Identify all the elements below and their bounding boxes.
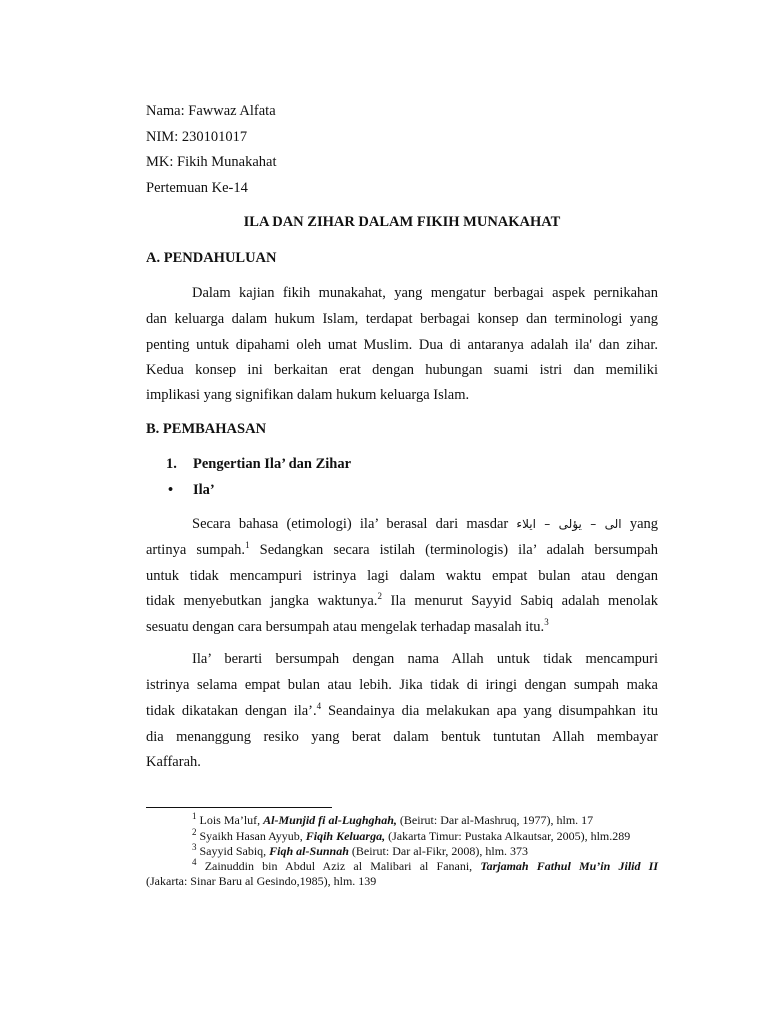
sabiq-text: Ila menurut Sayyid Sabiq adalah menolak (390, 593, 658, 609)
ila-para1-line-1 (192, 515, 658, 533)
footnote-4 (192, 859, 658, 873)
footnote-1-pub: (Beirut: Dar al-Mashruq, 1977), hlm. 17 (396, 813, 594, 827)
footnote-3-title: Fiqh al-Sunnah (269, 844, 349, 858)
seandainya-text: Seandainya dia melakukan apa yang disumpahkan itu (327, 703, 658, 719)
footnote-2-pub: (Jakarta Timur: Pustaka Alkautsar, 2005), hlm.289 (385, 829, 631, 843)
jangka-text: tidak menyebutkan jangka waktunya. (146, 593, 378, 609)
ila-para2-line-3 (146, 702, 658, 720)
subheading-number: 1. (166, 456, 177, 472)
intro-line-2: dan keluarga dalam hukum Islam, terdapat berbagai konsep dan terminologi yang (146, 311, 658, 327)
ila-para2-line-4: dia menanggung resiko yang berat dalam bentuk tuntutan Allah membayar (146, 729, 658, 745)
footnote-4-continuation: (Jakarta: Sinar Baru al Gesindo,1985), hlm. 139 (146, 874, 377, 888)
ila-para2-line-1: Ila’ berarti bersumpah dengan nama Allah untuk tidak mencampuri (192, 651, 658, 667)
student-name: Nama: Fawwaz Alfata (146, 103, 276, 119)
etymology-text: Secara bahasa (etimologi) ila’ berasal dari masdar (192, 516, 509, 532)
ila-para1-line-5 (146, 618, 549, 636)
ila-para2-line-5: Kaffarah. (146, 754, 201, 770)
ila-para2-line-2: istrinya selama empat bulan atau lebih. Jika tidak di iringi dengan sumpah maka (146, 677, 658, 693)
bullet-icon: • (168, 482, 174, 498)
footnote-ref-2[interactable]: 2 (377, 591, 382, 602)
footnote-ref-4[interactable]: 4 (316, 701, 322, 712)
footnote-ref-1[interactable]: 1 (245, 540, 250, 551)
footnote-3-number: 3 (192, 842, 197, 852)
footnote-3-author: Sayyid Sabiq, (199, 844, 270, 858)
intro-line-5: implikasi yang signifikan dalam hukum keluarga Islam. (146, 387, 470, 403)
footnote-1-title: Al-Munjid fi al-Lughghah, (263, 813, 397, 827)
document-title: ILA DAN ZIHAR DALAM FIKIH MUNAKAHAT (243, 214, 561, 230)
intro-line-3: penting untuk dipahami oleh umat Muslim. Dua di antaranya adalah ila' dan zihar. (146, 337, 658, 353)
footnote-4-title: Tarjamah Fathul Mu’in Jilid II (480, 859, 659, 873)
section-a-heading: A. PENDAHULUAN (146, 250, 277, 266)
footnote-3-pub: (Beirut: Dar al-Fikr, 2008), hlm. 373 (348, 844, 529, 858)
footnote-2-title: Fiqih Keluarga, (305, 829, 386, 843)
sumpah-text: artinya sumpah. (146, 542, 246, 558)
footnote-ref-3[interactable]: 3 (544, 617, 549, 628)
ila-para1-line-4 (146, 592, 658, 610)
subheading-pengertian: Pengertian Ila’ dan Zihar (193, 456, 352, 472)
footnote-1-number: 1 (192, 811, 197, 821)
footnote-1 (192, 813, 593, 827)
footnote-4-author: Zainuddin bin Abdul Aziz al Malibari al Fanani, (204, 859, 481, 873)
footnote-2-author: Syaikh Hasan Ayyub, (199, 829, 306, 843)
section-b-heading: B. PEMBAHASAN (146, 421, 267, 437)
footnote-2 (192, 829, 630, 843)
course-name: MK: Fikih Munakahat (146, 154, 277, 170)
footnote-separator (146, 807, 332, 808)
student-nim: NIM: 230101017 (146, 129, 248, 145)
intro-line-1: Dalam kajian fikih munakahat, yang mengatur berbagai aspek pernikahan (192, 285, 658, 301)
istilah-text: Sedangkan secara istilah (terminologis) ila’ adalah bersumpah (259, 542, 658, 558)
ila-para1-line-2 (146, 541, 658, 559)
footnote-4-number: 4 (192, 857, 197, 867)
footnote-1-author: Lois Ma’luf, (199, 813, 264, 827)
etymology-end: yang (629, 516, 659, 532)
footnote-3 (192, 844, 528, 858)
footnote-2-number: 2 (192, 827, 197, 837)
bullet-ila: Ila’ (193, 482, 215, 498)
mengelak-text: sesuatu dengan cara bersumpah atau mengelak terhadap masalah itu. (146, 619, 545, 635)
dikatakan-text: tidak dikatakan dengan ila’. (146, 703, 317, 719)
ila-para1-line-3: untuk tidak mencampuri istrinya lagi dalam waktu empat bulan atau dengan (146, 568, 658, 584)
arabic-masdar: الى – يؤلى – ايلاء (516, 517, 622, 531)
meeting-number: Pertemuan Ke-14 (146, 180, 248, 196)
intro-line-4: Kedua konsep ini berkaitan erat dengan hubungan suami istri dan memiliki (146, 362, 658, 378)
